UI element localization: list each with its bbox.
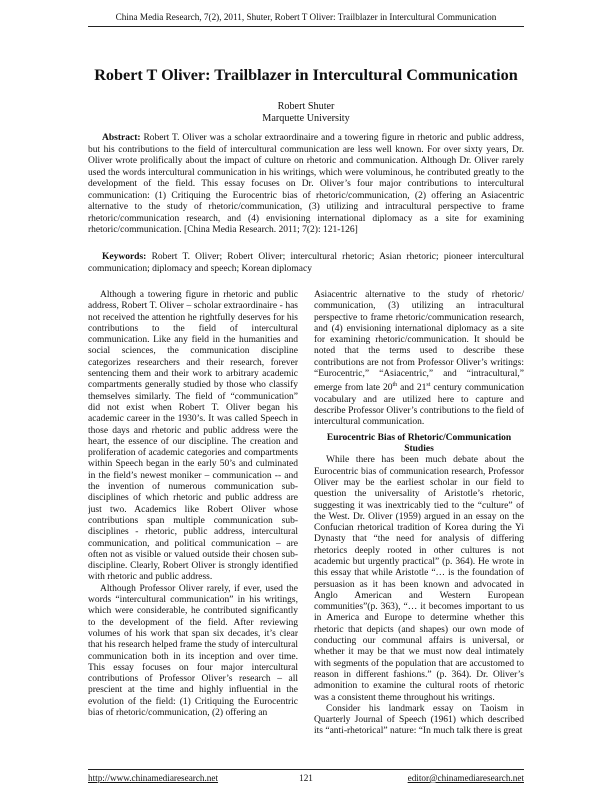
body-column-left	[88, 290, 298, 775]
running-head-text: China Media Research, 7(2), 2011, Shuter, Robert T Oliver: Trailblazer in Intercultural Communication	[115, 12, 497, 22]
footer-email-link[interactable]: editor@chinamediaresearch.net	[407, 773, 524, 783]
paragraph-text: and 21	[397, 383, 427, 394]
abstract	[88, 133, 524, 237]
superscript: th	[392, 382, 398, 389]
body-paragraph: Although Professor Oliver rarely, if ever, used the words “intercultural communication” in his writings, which were considerable, he contributed significantly to the development of the field. After reviewing volumes of his work that span six decades, it’s clear that his research helped frame the study of intercultural communication both in its inception and over time. This essay focuses on four major intercultural contributions of Professor Oliver’s research – all prescient at the time and highly influential in the evolution of the field: (1) Critiquing the Eurocentric bias of rhetoric/communication, (2) offering an	[88, 583, 298, 718]
body-paragraph: While there has been much debate about the Eurocentric bias of communication research, Professor Oliver may be the earliest scholar in our field to question the universality of Aristotle’s rhetoric, suggesting it was inextricably tied to the “culture” of the West. Dr. Oliver (1959) argued in an essay on the Confucian rhetorical tradition of Korea during the Yi Dynasty that “the need for analysis of differing rhetorics deeply rooted in other cultures is not academic but urgently practical” (p. 364). He wrote in this essay that while Aristotle “… is the foundation of persuasion as it has been known and advocated in Anglo American and Western European communities”(p. 363), “… it becomes important to us in America and Europe to determine whether this rhetoric that depicts (and shapes) our own mode of conducting our communal affairs is universal, or whether it may be that we must now deal intimately with segments of the population that are accustomed to reason in different fashions.” (p. 364). Dr. Oliver’s admonition to examine the cultural roots of rhetoric was a consistent theme throughout his writings.	[314, 455, 524, 703]
abstract-text: Robert T. Oliver was a scholar extraordinaire and a towering figure in rhetoric and public address, but his contributions to the field of intercultural communication are less well known. For over sixty years, Dr. Oliver wrote prolifically about the impact of culture on rhetoric and communication. Although Dr. Oliver rarely used the words intercultural communication in his writings, which were voluminous, he contributed greatly to the development of the field. This essay focuses on Dr. Oliver’s four major contributions to intercultural communication: (1) Critiquing the Eurocentric bias of rhetoric/communication, (2) offering an Asiacentric alternative to the study of rhetoric/communication, (3) utilizing and intracultural perspective to frame rhetoric/communication research, and (4) envisioning international diplomacy as a site for examining rhetoric/communication. [China Media Research. 2011; 7(2): 121-126]	[88, 133, 524, 235]
body-paragraph	[314, 290, 524, 429]
body-paragraph: Consider his landmark essay on Taoism in Quarterly Journal of Speech (1961) which described its “anti-rhetorical” nature: “In much talk there is great	[314, 703, 524, 737]
article-title: Robert T Oliver: Trailblazer in Intercultural Communication	[94, 66, 518, 84]
keywords-label: Keywords:	[102, 252, 147, 262]
author-name: Robert Shuter	[277, 101, 335, 112]
paragraph-text: century communication vocabulary and are utilized here to capture and describe Professor Oliver’s contributions to the field of intercultural communication.	[314, 383, 524, 428]
section-heading: Eurocentric Bias of Rhetoric/Communication Studies	[326, 432, 512, 455]
body-paragraph: Although a towering figure in rhetoric and public address, Robert T. Oliver – scholar extraordinaire - has not received the attention he rightfully deserves for his contributions to the field of intercultural communication. Like any field in the humanities and social sciences, the communication discipline categorizes researchers and their research, forever sentencing them and their work to arbitrary academic compartments generally studied by those who classify themselves similarly. The field of “communication” did not exist when Robert T. Oliver began his academic career in the 1930’s. It was called Speech in those days and rhetoric and public address were the heart, the essence of our discipline. The creation and proliferation of academic categories and compartments within Speech began in the early 50’s and culminated in the field’s newest moniker – communication -- and the invention of numerous communication sub-disciplines of which rhetoric and public address are just two. Academics like Robert Oliver whose contributions span multiple communication sub-disciplines - rhetoric, public address, intercultural communication, and political communication – are often not as visible or valued outside their chosen sub-discipline. Clearly, Robert Oliver is strongly identified with rhetoric and public address.	[88, 290, 298, 583]
footer-website-link[interactable]: http://www.chinamediaresearch.net	[88, 773, 219, 783]
body-column-right	[314, 290, 524, 775]
page-number: 121	[299, 773, 313, 783]
superscript: st	[426, 382, 431, 389]
keywords	[88, 252, 524, 275]
paragraph-text: Asiacentric alternative to the study of rhetoric/ communication, (3) utilizing an intracultural perspective to frame rhetoric/communication research, and (4) envisioning international diplomacy as a site for examining rhetoric/communication. It should be noted that the terms used to describe these contributions are not from Professor Oliver’s writings: “Eurocentric,” “Asiacentric,” and “intracultural,” emerge from late 20	[314, 290, 524, 394]
keywords-text: Robert T. Oliver; Robert Oliver; intercultural rhetoric; Asian rhetoric; pioneer intercultural communication; diplomacy and speech; Korean diplomacy	[88, 252, 524, 274]
page-footer	[88, 769, 524, 784]
running-header	[88, 10, 524, 27]
author-affiliation: Marquette University	[262, 113, 350, 124]
abstract-label: Abstract:	[102, 133, 141, 143]
